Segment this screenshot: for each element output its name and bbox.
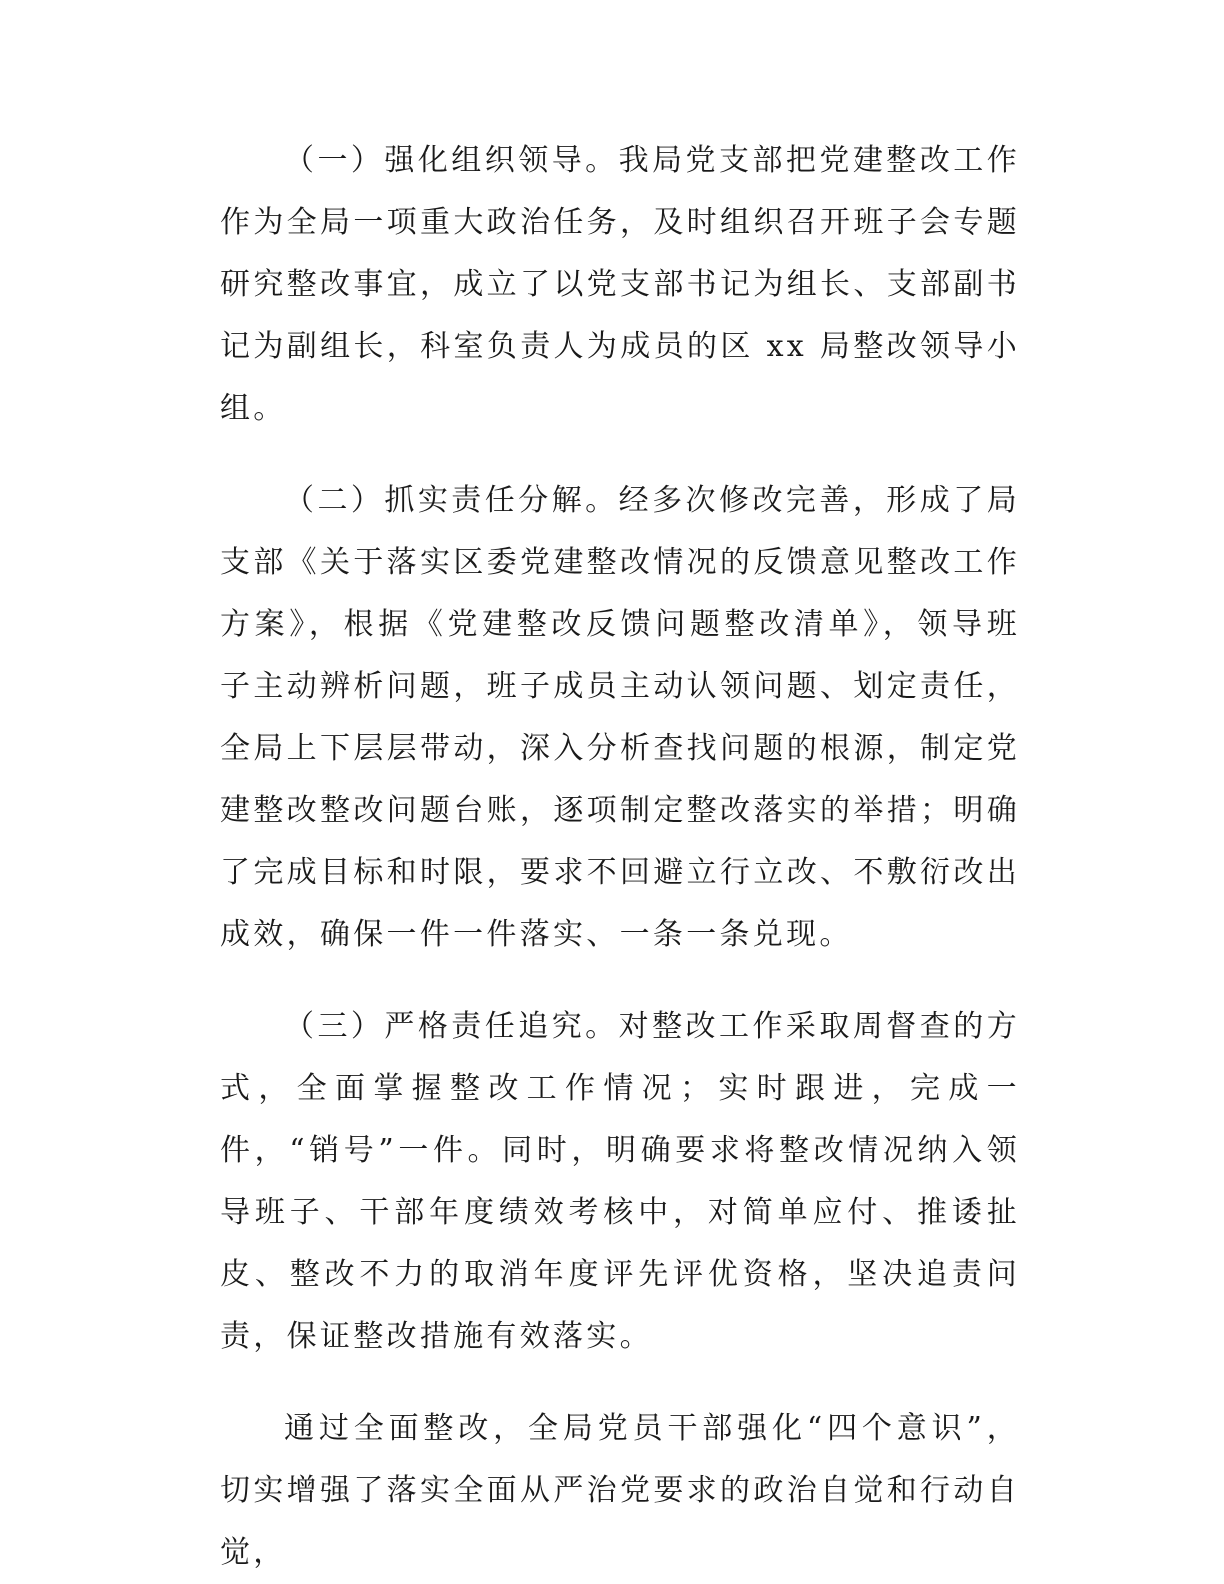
paragraph-accountability: （三）严格责任追究。对整改工作采取周督查的方式，全面掌握整改工作情况；实时跟进，完成一件，“销号”一件。同时，明确要求将整改情况纳入领导班子、干部年度绩效考核中，对简单应付、推诿扯皮、整改不力的取消年度评先评优资格，坚决追责问责，保证整改措施有效落实。: [220, 1009, 1020, 1354]
document-body: [220, 130, 1020, 1584]
paragraph-rectification-results: 通过全面整改，全局党员干部强化“四个意识”，切实增强了落实全面从严治党要求的政治自觉和行动自觉，: [220, 1411, 1020, 1570]
paragraph-responsibility-breakdown: （二）抓实责任分解。经多次修改完善，形成了局支部《关于落实区委党建整改情况的反馈意见整改工作方案》，根据《党建整改反馈问题整改清单》，领导班子主动辨析问题，班子成员主动认领问题、划定责任，全局上下层层带动，深入分析查找问题的根源，制定党建整改整改问题台账，逐项制定整改落实的举措；明确了完成目标和时限，要求不回避立行立改、不敷衍改出成效，确保一件一件落实、一条一条兑现。: [220, 483, 1020, 952]
paragraph-organization-leadership: （一）强化组织领导。我局党支部把党建整改工作作为全局一项重大政治任务，及时组织召开班子会专题研究整改事宜，成立了以党支部书记为组长、支部副书记为副组长，科室负责人为成员的区 xx 局整改领导小组。: [220, 143, 1020, 426]
